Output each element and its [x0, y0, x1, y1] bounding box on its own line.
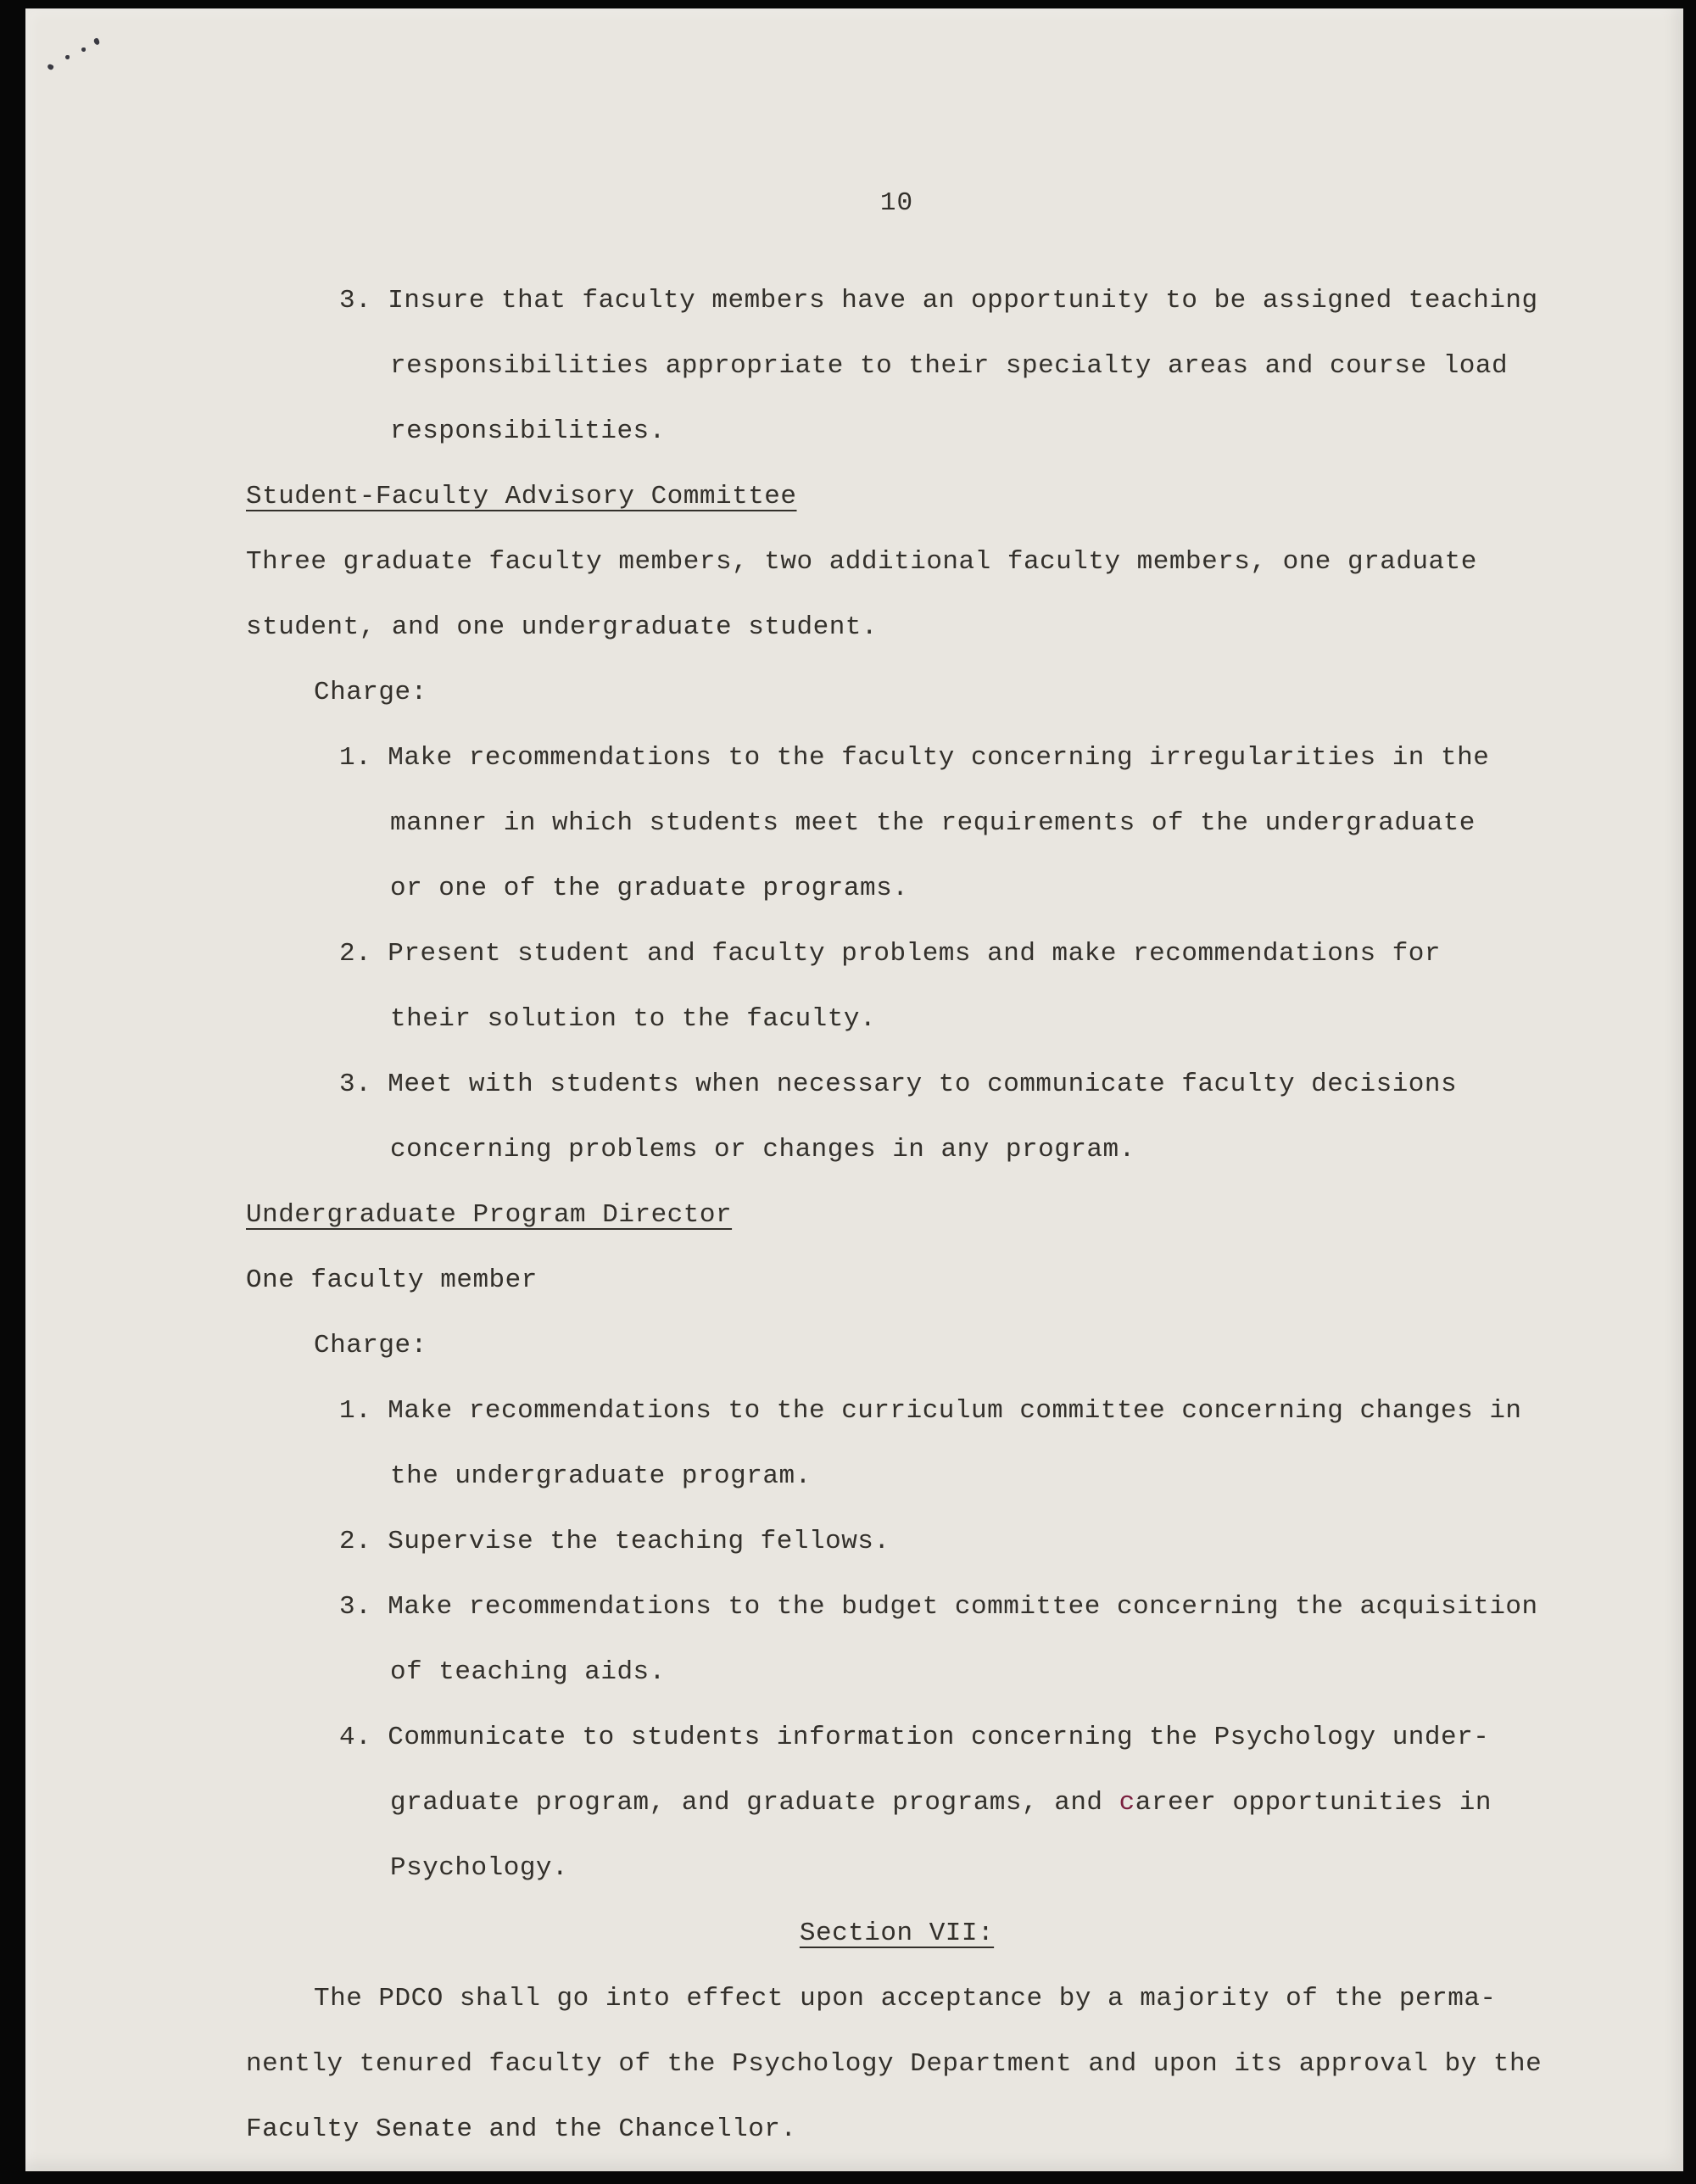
document-line: their solution to the faculty. [390, 1004, 877, 1034]
document-line: 3. Make recommendations to the budget committee concerning the acquisition [339, 1592, 1538, 1622]
document-line: Three graduate faculty members, two additional faculty members, one graduate [246, 547, 1477, 577]
paper-page [25, 8, 1683, 2171]
document-body [246, 268, 1548, 2162]
document-line: One faculty member [246, 1265, 538, 1295]
document-line: 2. Supervise the teaching fellows. [339, 1527, 890, 1556]
document-content [246, 8, 1548, 2162]
document-line: Charge: [314, 678, 427, 707]
document-line: 1. Make recommendations to the faculty concerning irregularities in the [339, 743, 1490, 773]
document-line: graduate program, and graduate programs, and career opportunities in [390, 1788, 1492, 1818]
section-heading: Section VII: [799, 1919, 995, 1948]
pen-mark-dot [65, 55, 70, 59]
document-line: Charge: [314, 1331, 427, 1360]
document-line: The PDCO shall go into effect upon acceptance by a majority of the perma- [314, 1984, 1497, 2014]
document-line: responsibilities appropriate to their specialty areas and course load [390, 351, 1509, 381]
pen-mark-dot [93, 37, 100, 46]
page-number: 10 [879, 188, 914, 218]
document-line: concerning problems or changes in any program. [390, 1135, 1135, 1165]
document-line: 3. Insure that faculty members have an opportunity to be assigned teaching [339, 286, 1538, 316]
document-line: 1. Make recommendations to the curriculum committee concerning changes in [339, 1396, 1522, 1426]
document-line: manner in which students meet the requirements of the undergraduate [390, 808, 1476, 838]
document-line: 2. Present student and faculty problems and make recommendations for [339, 939, 1442, 969]
pen-mark-dot [81, 47, 86, 52]
section-heading: Undergraduate Program Director [246, 1200, 733, 1230]
document-line: 4. Communicate to students information concerning the Psychology under- [339, 1723, 1490, 1752]
document-line: the undergraduate program. [390, 1461, 812, 1491]
section-heading: Student-Faculty Advisory Committee [246, 482, 797, 511]
document-line: Psychology. [390, 1853, 569, 1883]
document-line: 3. Meet with students when necessary to communicate faculty decisions [339, 1070, 1458, 1099]
document-line: responsibilities. [390, 416, 666, 446]
pen-mark-dot [47, 64, 54, 70]
document-line: of teaching aids. [390, 1657, 666, 1687]
overstruck-character: c [1119, 1788, 1135, 1818]
document-line: nently tenured faculty of the Psychology Department and upon its approval by the [246, 2049, 1543, 2079]
document-line: student, and one undergraduate student. [246, 612, 879, 642]
document-line: or one of the graduate programs. [390, 874, 909, 903]
document-line: Faculty Senate and the Chancellor. [246, 2114, 797, 2144]
